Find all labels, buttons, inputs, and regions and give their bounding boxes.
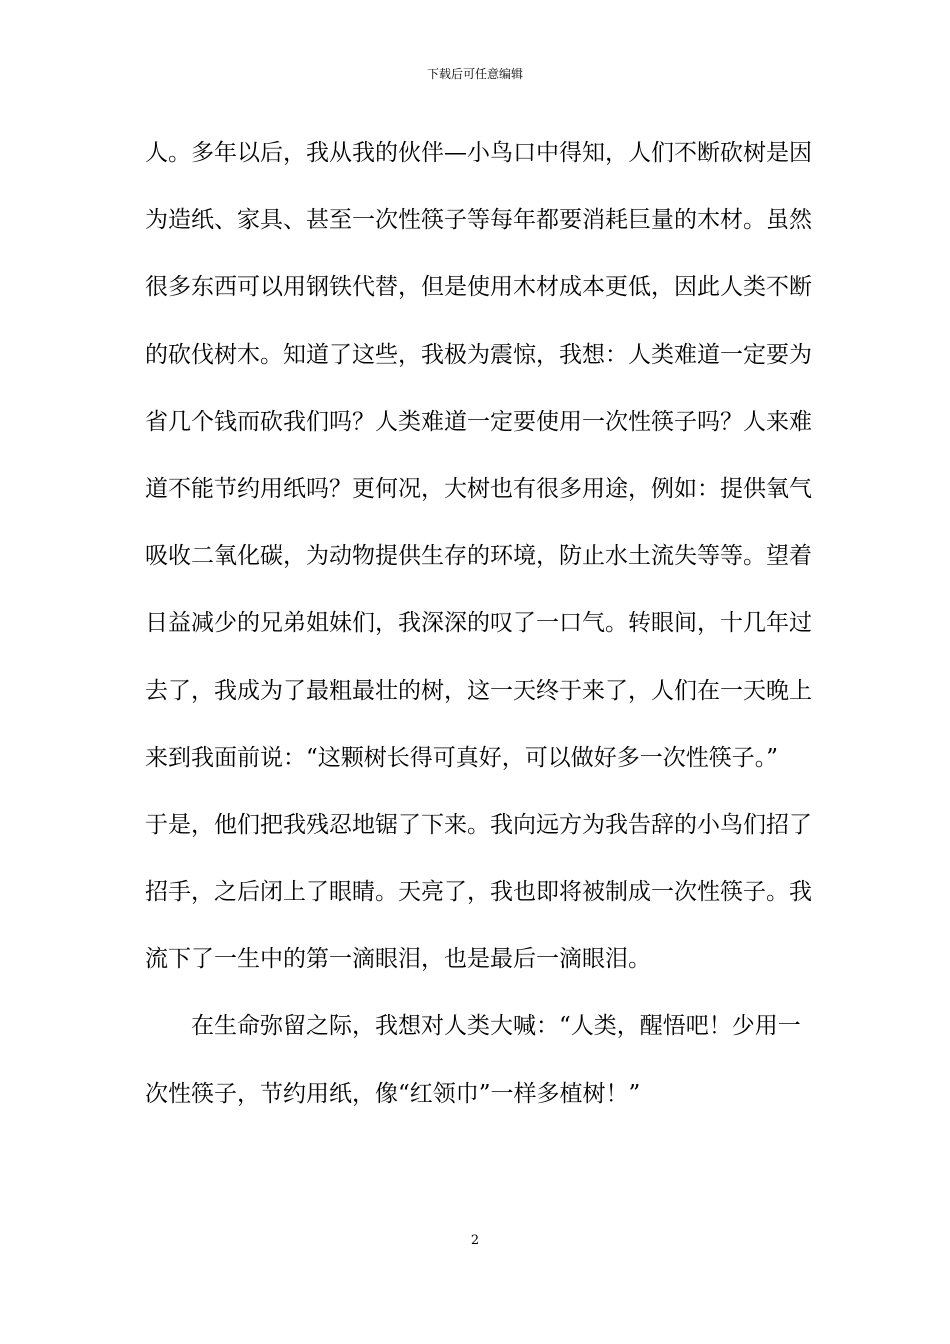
paragraph — [145, 131, 810, 982]
text-line: 去了，我成为了最粗最壮的树，这一天终于来了，人们在一天晚上 — [145, 677, 812, 704]
page-number: 2 — [470, 1233, 480, 1248]
text-line: 于是，他们把我残忍地锯了下来。我向远方为我告辞的小鸟们招了 — [145, 811, 812, 838]
paragraph — [145, 1004, 810, 1116]
page-header: 下载后可任意编辑 — [426, 67, 523, 81]
text-line: 次性筷子，节约用纸，像“红领巾”一样多植树！” — [145, 1080, 641, 1107]
text-line: 的砍伐树木。知道了这些，我极为震惊，我想：人类难道一定要为 — [145, 341, 812, 368]
document-body — [145, 131, 810, 1139]
text-line: 吸收二氧化碳，为动物提供生存的环境，防止水土流失等等。望着 — [145, 543, 812, 570]
text-line: 道不能节约用纸吗？更何况，大树也有很多用途，例如：提供氧气 — [145, 475, 812, 502]
text-line: 省几个钱而砍我们吗？人类难道一定要使用一次性筷子吗？人来难 — [145, 408, 812, 435]
text-line: 招手，之后闭上了眼睛。天亮了，我也即将被制成一次性筷子。我 — [145, 879, 812, 906]
text-line: 在生命弥留之际，我想对人类大喊：“人类，醒悟吧！少用一 — [191, 1013, 801, 1040]
text-line: 日益减少的兄弟姐妹们，我深深的叹了一口气。转眼间，十几年过 — [145, 610, 812, 637]
text-line: 流下了一生中的第一滴眼泪，也是最后一滴眼泪。 — [145, 946, 651, 973]
text-line: 来到我面前说：“这颗树长得可真好，可以做好多一次性筷子。” — [145, 744, 779, 771]
text-line: 很多东西可以用钢铁代替，但是使用木材成本更低，因此人类不断 — [145, 274, 812, 301]
text-line: 人。多年以后，我从我的伙伴—小鸟口中得知，人们不断砍树是因 — [145, 140, 812, 166]
text-line: 为造纸、家具、甚至一次性筷子等每年都要消耗巨量的木材。虽然 — [145, 207, 812, 234]
